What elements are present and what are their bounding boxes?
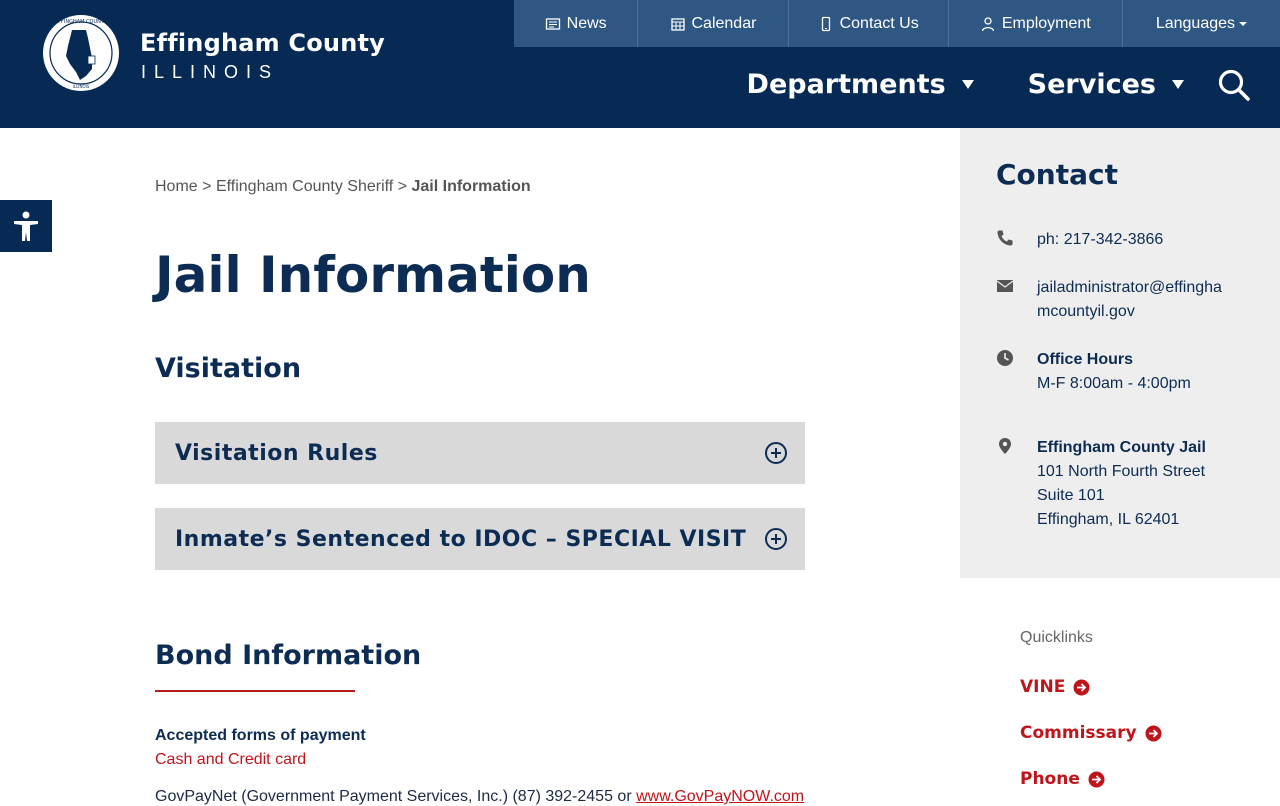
accordion-visitation-rules[interactable]	[155, 422, 805, 484]
breadcrumb-home-link[interactable]: Home	[155, 178, 198, 195]
bond-heading: Bond Information	[155, 640, 422, 671]
contact-email-row	[996, 276, 1222, 320]
languages-label: Languages	[1155, 14, 1236, 32]
plus-circle-icon	[764, 527, 788, 551]
svg-text:EFFINGHAM COUNTY: EFFINGHAM COUNTY	[54, 19, 108, 25]
utility-calendar-label: Calendar	[691, 14, 757, 32]
nav-services-label: Services	[1027, 68, 1156, 100]
search-icon[interactable]	[1217, 68, 1251, 102]
office-hours-value: M-F 8:00am - 4:00pm	[1037, 375, 1191, 392]
address-name: Effingham County Jail	[1037, 439, 1206, 456]
user-icon	[980, 16, 996, 32]
contact-hours-row	[996, 348, 1191, 392]
contact-title: Contact	[996, 158, 1118, 191]
envelope-icon	[996, 277, 1014, 295]
accessibility-icon	[11, 210, 41, 242]
svg-text:ILLINOIS: ILLINOIS	[72, 84, 90, 89]
arrow-circle-right-icon	[1145, 725, 1162, 742]
county-seal-logo[interactable]	[42, 14, 120, 92]
office-hours-title: Office Hours	[1037, 351, 1134, 368]
breadcrumb-separator: >	[397, 178, 408, 195]
breadcrumb-sheriff-link[interactable]: Effingham County Sheriff	[215, 178, 394, 195]
brand-name[interactable]: Effingham County	[140, 29, 386, 57]
govpay-description: GovPayNet (Government Payment Services, Inc.) (87) 392-2455 or	[155, 788, 637, 805]
contact-address	[1037, 436, 1227, 532]
caret-down-icon	[962, 80, 974, 89]
breadcrumb	[155, 178, 531, 196]
nav-services[interactable]	[1028, 69, 1184, 100]
arrow-circle-right-icon	[1073, 679, 1090, 696]
utility-nav	[514, 0, 1280, 47]
utility-contact-label: Contact Us	[839, 14, 919, 32]
breadcrumb-separator: >	[202, 178, 212, 195]
mobile-phone-icon	[818, 16, 834, 32]
newspaper-icon	[545, 16, 561, 32]
quicklink-phone[interactable]	[1020, 769, 1105, 789]
payment-label: Accepted forms of payment	[155, 727, 366, 744]
clock-icon	[996, 349, 1014, 367]
utility-news-label: News	[566, 14, 607, 32]
arrow-circle-right-icon	[1088, 771, 1105, 788]
quicklink-commissary[interactable]	[1020, 723, 1162, 743]
utility-employment-link[interactable]	[949, 0, 1123, 47]
contact-panel	[960, 128, 1280, 578]
utility-calendar-link[interactable]	[638, 0, 788, 47]
payment-methods: Cash and Credit card	[155, 751, 307, 768]
brand-state: ILLINOIS	[141, 62, 280, 82]
caret-down-icon	[1239, 22, 1247, 26]
calendar-icon	[670, 16, 686, 32]
address-line: Effingham, IL 62401	[1037, 511, 1180, 528]
quicklink-label: VINE	[1020, 677, 1066, 697]
quicklinks-title: Quicklinks	[1020, 629, 1093, 646]
address-line: 101 North Fourth Street	[1037, 463, 1206, 480]
accordion-idoc-special-visit[interactable]	[155, 508, 805, 570]
quicklink-vine[interactable]	[1020, 677, 1090, 697]
address-line: Suite 101	[1037, 487, 1105, 504]
contact-phone-row	[996, 228, 1164, 248]
heading-underline	[155, 690, 355, 692]
nav-departments[interactable]	[747, 69, 974, 100]
page-title: Jail Information	[155, 246, 591, 304]
visitation-heading: Visitation	[155, 353, 302, 384]
languages-dropdown[interactable]	[1123, 0, 1280, 47]
quicklink-label: Phone	[1020, 769, 1080, 789]
utility-contact-link[interactable]	[789, 0, 949, 47]
accordion-label: Inmate’s Sentenced to IDOC – SPECIAL VISIT	[175, 526, 747, 552]
quicklink-label: Commissary	[1020, 723, 1137, 743]
caret-down-icon	[1172, 80, 1184, 89]
utility-employment-label: Employment	[1001, 14, 1091, 32]
phone-icon	[996, 229, 1014, 247]
accessibility-toggle-button[interactable]	[0, 200, 52, 252]
accordion-label: Visitation Rules	[175, 440, 378, 466]
contact-address-row	[996, 436, 1206, 528]
govpaynow-link[interactable]: www.GovPayNOW.com	[636, 788, 805, 805]
govpay-text	[155, 788, 804, 806]
site-header	[0, 0, 1280, 128]
plus-circle-icon	[764, 441, 788, 465]
utility-news-link[interactable]	[514, 0, 638, 47]
contact-hours	[1037, 348, 1227, 396]
contact-email[interactable]: jailadministrator@effinghamcountyil.gov	[1037, 279, 1222, 320]
nav-departments-label: Departments	[746, 68, 946, 100]
contact-phone[interactable]: ph: 217-342-3866	[1037, 231, 1164, 248]
main-nav	[747, 64, 1184, 104]
map-marker-icon	[996, 437, 1014, 455]
breadcrumb-current: Jail Information	[411, 178, 531, 195]
